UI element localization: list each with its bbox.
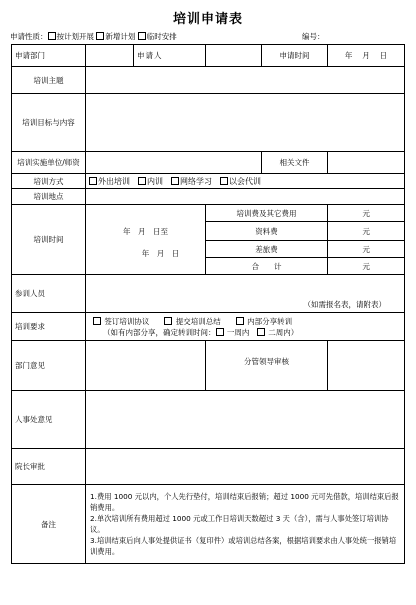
req-summary: 提交培训总结 [175, 316, 221, 326]
note-2: 2.单次培训所有费用超过 1000 元或工作日培训天数超过 3 天（含），需与人事处签订培训协议。 [90, 514, 389, 534]
cost-material-field[interactable]: 元 [328, 222, 405, 241]
method-meeting: 以会代训 [229, 176, 261, 186]
hr-opinion-label: 人事处意见 [12, 391, 86, 449]
requirements-label: 培训要求 [12, 313, 86, 341]
location-label: 培训地点 [12, 189, 86, 205]
method-external: 外出培训 [98, 176, 130, 186]
applicant-field[interactable] [206, 45, 262, 67]
dept-opinion-label: 部门意见 [12, 341, 86, 391]
goal-field[interactable] [86, 94, 405, 152]
hr-opinion-field[interactable] [86, 391, 405, 449]
date-to: 年 月 日 [141, 248, 180, 258]
req-hint [89, 327, 401, 338]
remarks-notes [86, 485, 405, 564]
req-hint-week2: 二周内 [268, 327, 291, 337]
nature-option-new: 新增计划 [105, 32, 136, 41]
participants-hint: （如需报名表，请附表） [303, 300, 386, 309]
method-online: 网络学习 [180, 176, 212, 186]
checkbox[interactable] [216, 328, 224, 336]
req-agreement: 签订培训协议 [104, 316, 150, 326]
apply-time-field[interactable]: 年 月 日 [328, 45, 405, 67]
checkbox[interactable] [89, 177, 97, 185]
dean-approval-field[interactable] [86, 449, 405, 485]
form-title: 培训申请表 [172, 12, 243, 27]
nature-option-temp: 临时安排 [146, 32, 177, 41]
checkbox[interactable] [96, 32, 104, 40]
requirements-field [86, 313, 405, 341]
cost-material-label: 资料费 [206, 222, 328, 241]
checkbox[interactable] [236, 317, 244, 325]
checkbox[interactable] [257, 328, 265, 336]
method-internal: 内训 [147, 176, 163, 186]
applicant-label: 申请人 [134, 45, 206, 67]
participants-field[interactable] [86, 275, 405, 313]
checkbox[interactable] [220, 177, 228, 185]
cost-training-label: 培训费及其它费用 [206, 205, 328, 222]
date-from: 年 月 日至 [123, 226, 168, 236]
participants-label: 参训人员 [12, 275, 86, 313]
method-options [86, 174, 405, 189]
topic-label: 培训主题 [12, 67, 86, 94]
goal-label: 培训目标与内容 [12, 94, 86, 152]
checkbox[interactable] [138, 32, 146, 40]
nature-label: 申请性质： [10, 32, 48, 41]
req-share: 内部分享转训 [247, 316, 293, 326]
provider-label: 培训实施单位/师资 [12, 152, 86, 174]
req-hint-suffix: ） [290, 327, 299, 337]
req-hint-prefix: （如有内部分享，确定转训时间： [103, 327, 216, 337]
cost-travel-field[interactable]: 元 [328, 241, 405, 258]
note-1: 1.费用 1000 元以内，个人先行垫付，培训结束后报销；超过 1000 元可先借款，培训结束后报销费用。 [90, 492, 399, 512]
checkbox[interactable] [93, 317, 101, 325]
files-label: 相关文件 [262, 152, 328, 174]
cost-total-label: 合 计 [206, 258, 328, 275]
checkbox[interactable] [171, 177, 179, 185]
apply-time-label: 申请时间 [262, 45, 328, 67]
form-table [11, 44, 405, 564]
leader-review-field[interactable] [328, 341, 405, 391]
checkbox[interactable] [48, 32, 56, 40]
department-label: 申请部门 [12, 45, 86, 67]
method-label: 培训方式 [12, 174, 86, 189]
checkbox[interactable] [164, 317, 172, 325]
dean-approval-label: 院长审批 [12, 449, 86, 485]
cost-training-field[interactable]: 元 [328, 205, 405, 222]
provider-field[interactable] [86, 152, 262, 174]
form-number-label: 编号： [302, 32, 325, 41]
cost-travel-label: 差旅费 [206, 241, 328, 258]
location-field[interactable] [86, 189, 405, 205]
note-3: 3.培训结束后向人事处提供证书（复印件）或培训总结各案，根据培训要求由人事处统一报销培训费用。 [90, 536, 397, 556]
time-label: 培训时间 [12, 205, 86, 275]
topic-field[interactable] [86, 67, 405, 94]
time-field[interactable] [86, 205, 206, 275]
req-hint-week1: 一周内 [226, 327, 250, 337]
dept-opinion-field[interactable] [86, 341, 206, 391]
checkbox[interactable] [138, 177, 146, 185]
leader-review-label: 分管领导审核 [206, 341, 328, 391]
files-field[interactable] [328, 152, 405, 174]
cost-total-field[interactable]: 元 [328, 258, 405, 275]
application-nature [10, 31, 177, 43]
remarks-label: 备注 [12, 485, 86, 564]
department-field[interactable] [86, 45, 134, 67]
form-meta [10, 31, 410, 43]
nature-option-planned: 按计划开展 [56, 32, 94, 41]
